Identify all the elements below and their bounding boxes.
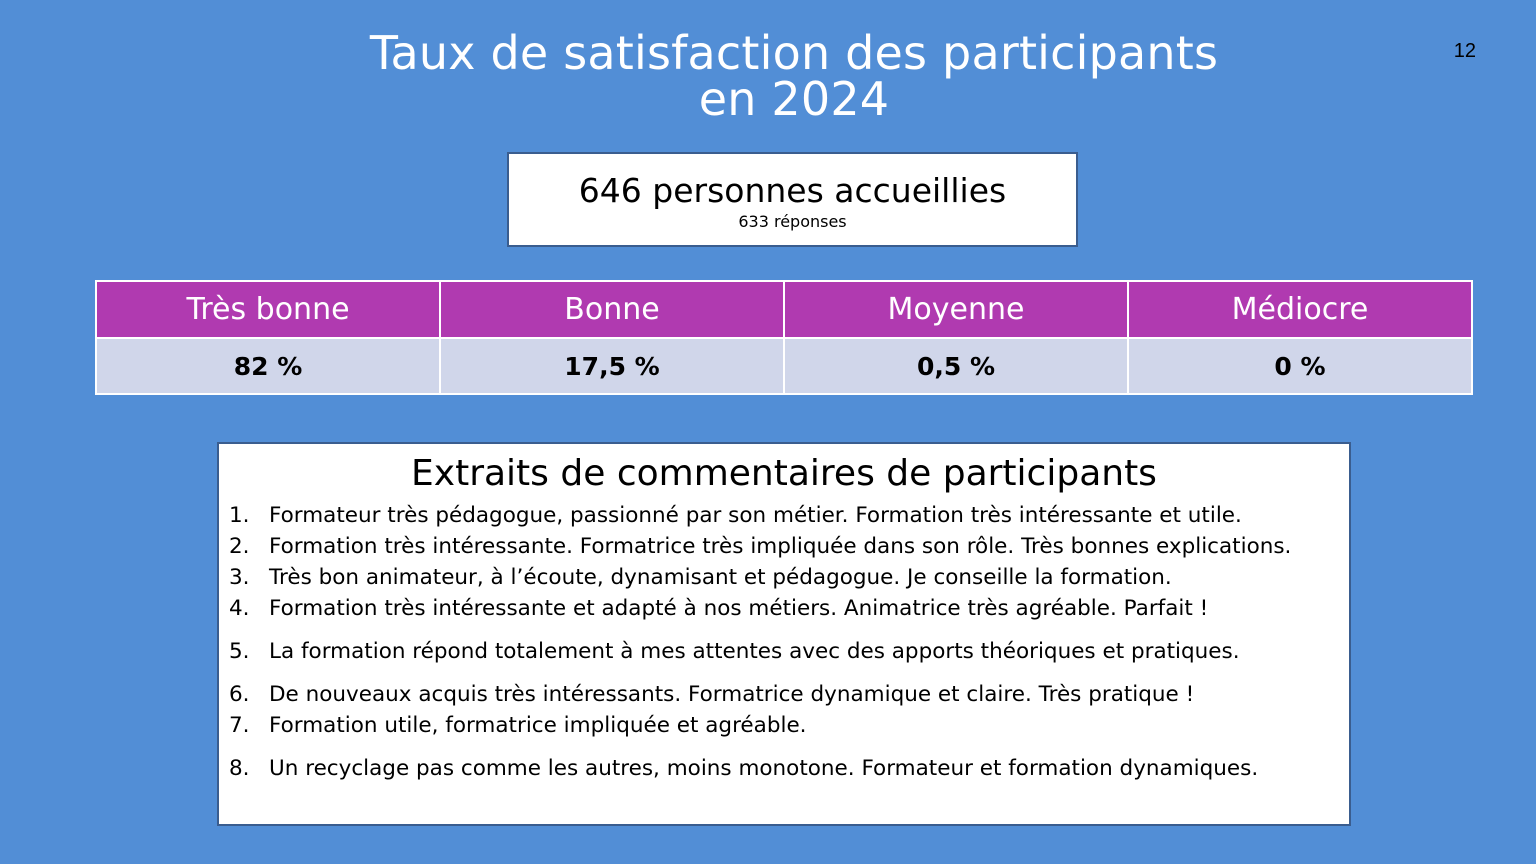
summary-main-text: 646 personnes accueillies: [578, 171, 1007, 210]
comments-title: Extraits de commentaires de participants: [411, 453, 1157, 494]
list-item-text: La formation répond totalement à mes attentes avec des apports théoriques et pratiques.: [269, 639, 1240, 664]
header-tres-bonne: Très bonne: [96, 281, 440, 338]
list-item: [229, 679, 1329, 710]
summary-sub-text: 633 réponses: [738, 212, 847, 231]
list-item-number: 7.: [229, 713, 250, 738]
header-bonne: Bonne: [440, 281, 784, 338]
list-item: [229, 593, 1329, 624]
list-item: [229, 753, 1329, 784]
list-item-text: Formation utile, formatrice impliquée et agréable.: [269, 713, 807, 738]
list-item-number: 6.: [229, 682, 250, 707]
list-item-text: Un recyclage pas comme les autres, moins monotone. Formateur et formation dynamiques.: [269, 756, 1259, 781]
table-header-row: [96, 281, 1472, 338]
value-mediocre: 0 %: [1128, 338, 1472, 394]
list-item-number: 4.: [229, 596, 250, 621]
list-item-text: Très bon animateur, à l’écoute, dynamisant et pédagogue. Je conseille la formation.: [269, 565, 1172, 590]
list-item-number: 5.: [229, 639, 250, 664]
list-item-number: 1.: [229, 503, 250, 528]
page-number: 12: [1453, 40, 1476, 62]
value-moyenne: 0,5 %: [784, 338, 1128, 394]
table-row: [96, 338, 1472, 394]
value-tres-bonne: 82 %: [96, 338, 440, 394]
list-item: [229, 636, 1329, 667]
list-item: [229, 500, 1329, 531]
list-item-text: Formation très intéressante et adapté à nos métiers. Animatrice très agréable. Parfait !: [269, 596, 1209, 621]
header-moyenne: Moyenne: [784, 281, 1128, 338]
list-item-number: 3.: [229, 565, 250, 590]
summary-box: [507, 152, 1078, 247]
value-bonne: 17,5 %: [440, 338, 784, 394]
slide-title-line-1: Taux de satisfaction des participants: [369, 26, 1219, 80]
list-item: [229, 562, 1329, 593]
list-item-number: 2.: [229, 534, 250, 559]
list-item-number: 8.: [229, 756, 250, 781]
list-item-text: Formation très intéressante. Formatrice très impliquée dans son rôle. Très bonnes explications.: [269, 534, 1292, 559]
comments-box: [217, 442, 1351, 826]
list-item-text: De nouveaux acquis très intéressants. Formatrice dynamique et claire. Très pratique !: [269, 682, 1195, 707]
satisfaction-table: [95, 280, 1473, 395]
slide-title-line-2: en 2024: [698, 72, 890, 126]
list-item: [229, 710, 1329, 741]
slide-title: [300, 26, 1288, 126]
list-item: [229, 531, 1329, 562]
header-mediocre: Médiocre: [1128, 281, 1472, 338]
list-item-text: Formateur très pédagogue, passionné par son métier. Formation très intéressante et utile.: [269, 503, 1242, 528]
comments-list: [219, 500, 1349, 784]
